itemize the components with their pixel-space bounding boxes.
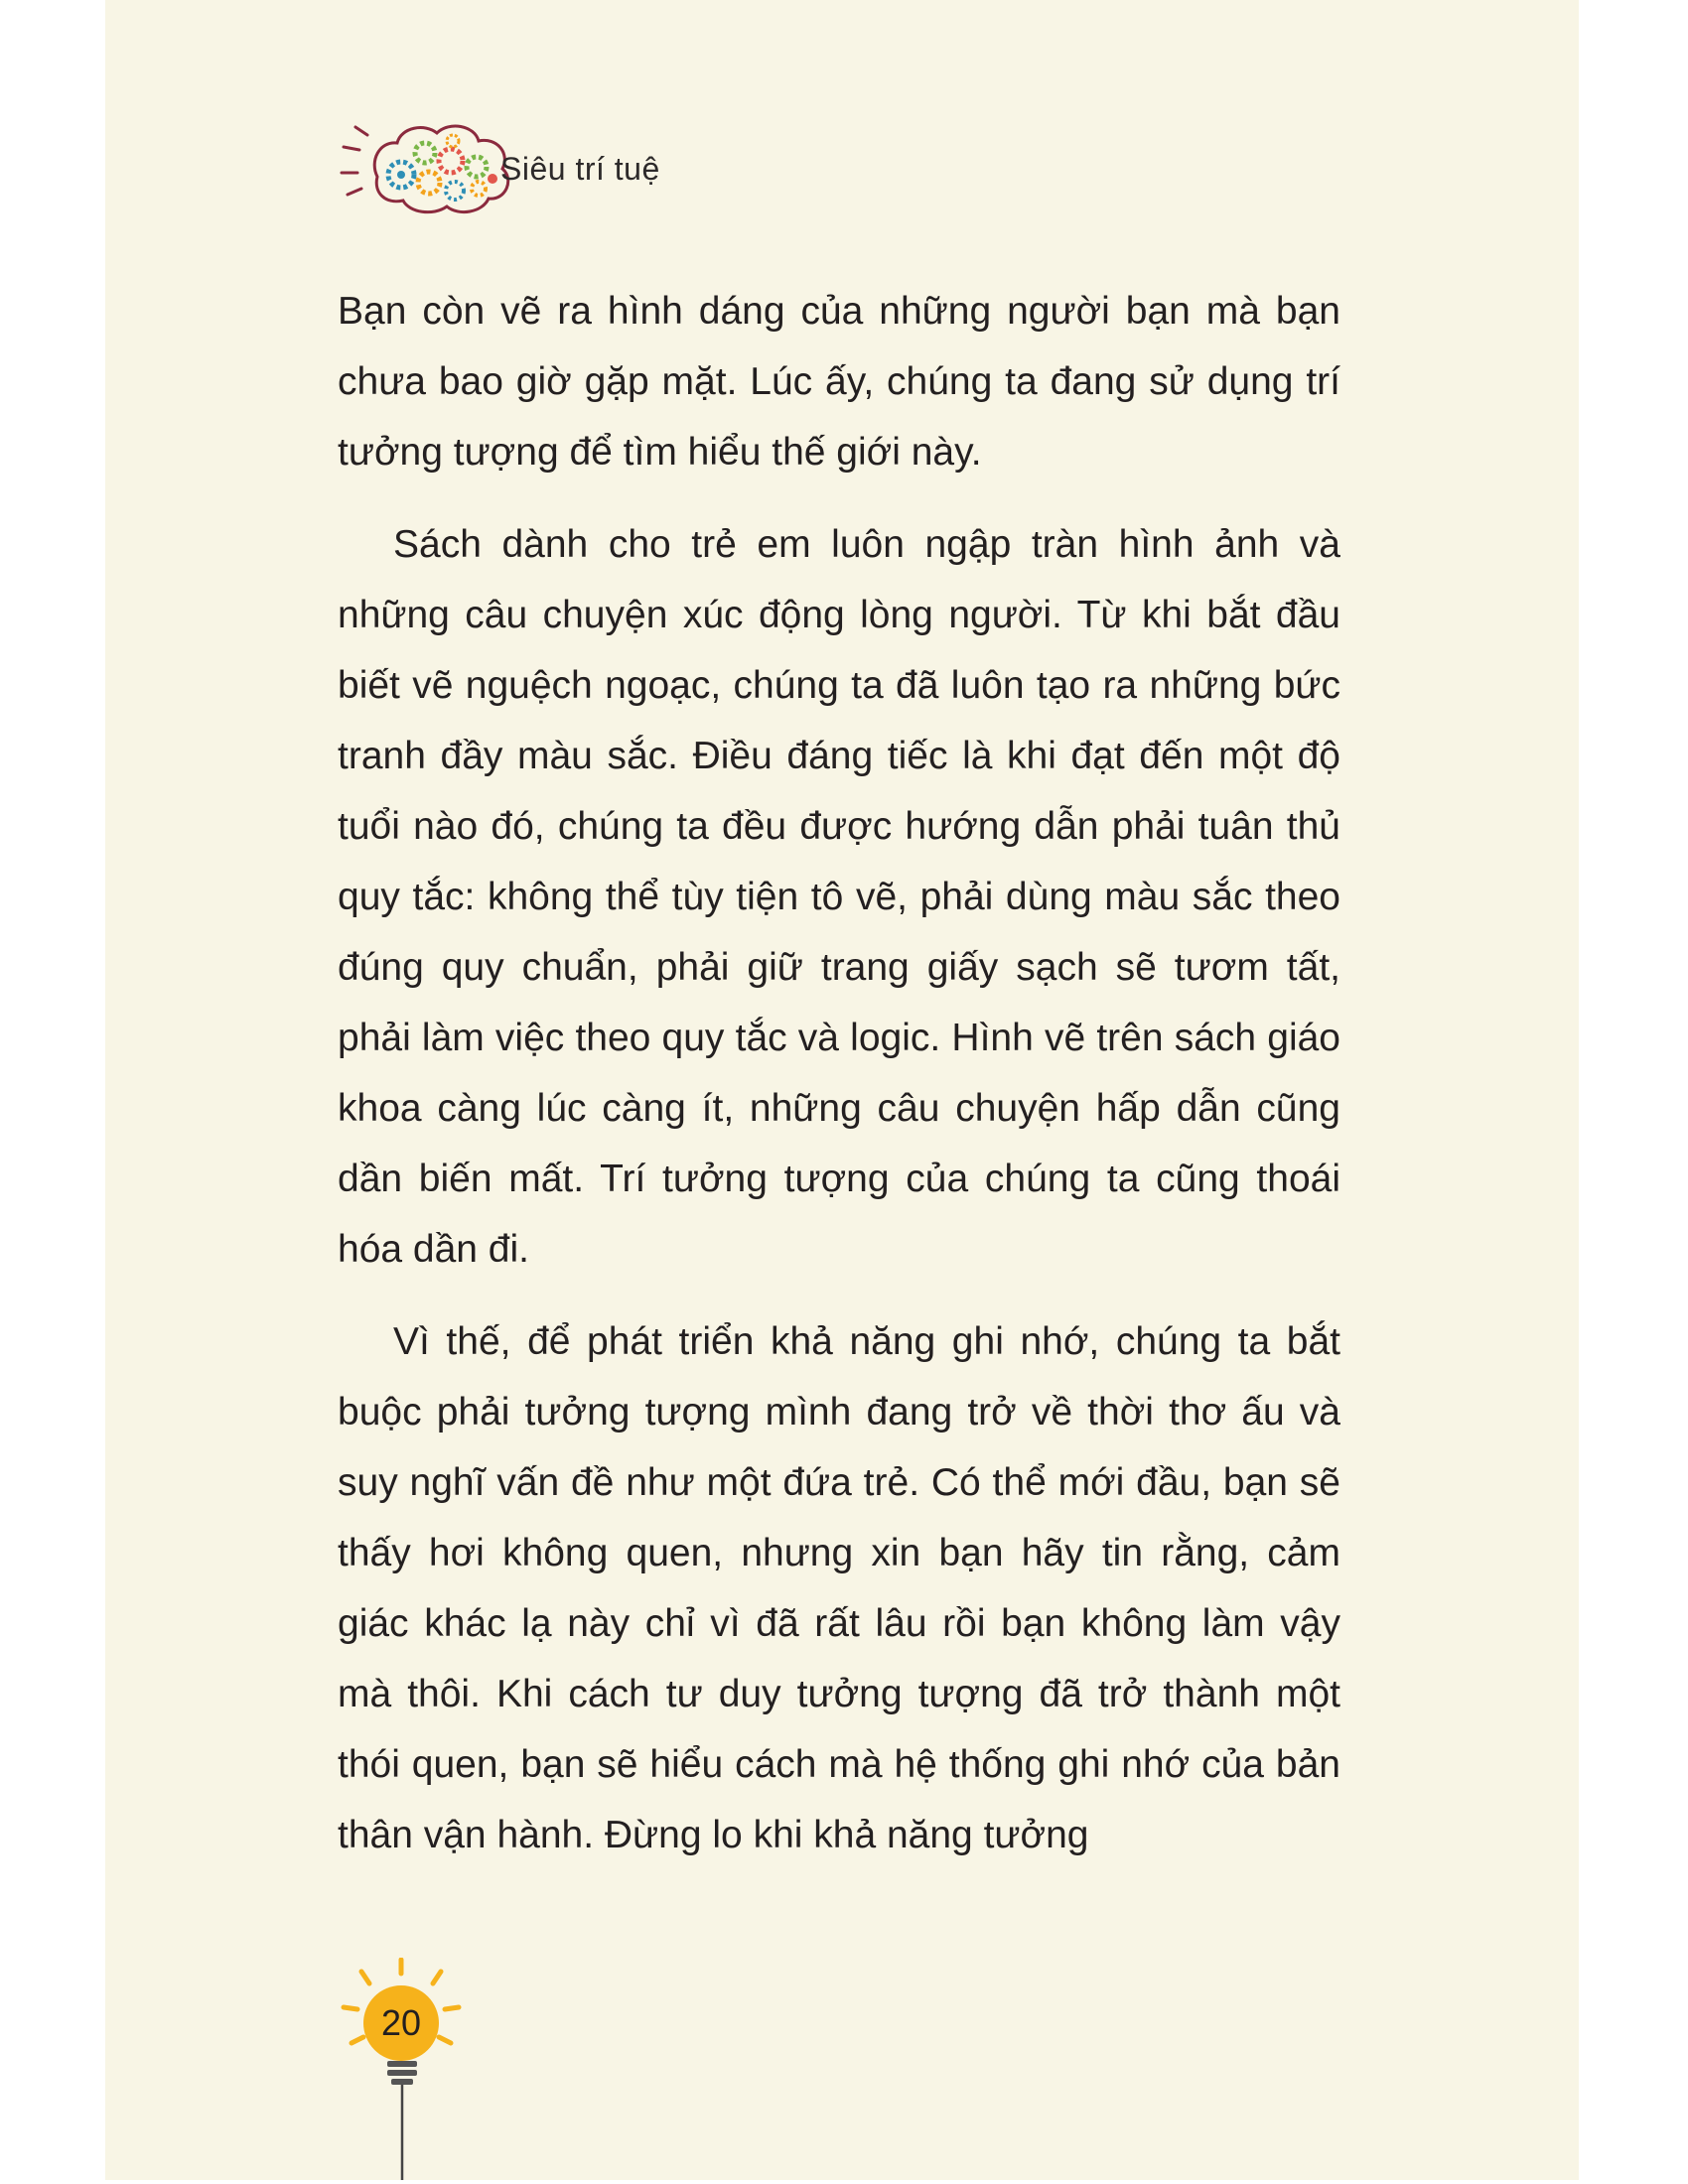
main-text <box>338 276 1340 1892</box>
lightbulb-icon <box>324 1958 483 2180</box>
book-page <box>105 0 1579 2180</box>
running-header-title: Siêu trí tuệ <box>500 151 660 187</box>
paragraph: Vì thế, để phát triển khả năng ghi nhớ, chúng ta bắt buộc phải tưởng tượng mình đang trở về thời thơ ấu và suy nghĩ vấn đề như một đứa trẻ. Có thể mới đầu, bạn sẽ thấy hơi không quen, nhưng xin bạn hãy tin rằng, cảm giác khác lạ này chỉ vì đã rất lâu rồi bạn không làm vậy mà thôi. Khi cách tư duy tưởng tượng đã trở thành một thói quen, bạn sẽ hiểu cách mà hệ thống ghi nhớ của bản thân vận hành. Đừng lo khi khả năng tưởng <box>338 1320 1340 1856</box>
paragraph: Sách dành cho trẻ em luôn ngập tràn hình ảnh và những câu chuyện xúc động lòng người. Từ khi bắt đầu biết vẽ nguệch ngoạc, chúng ta đã luôn tạo ra những bức tranh đầy màu sắc. Điều đáng tiếc là khi đạt đến một độ tuổi nào đó, chúng ta đều được hướng dẫn phải tuân thủ quy tắc: không thể tùy tiện tô vẽ, phải dùng màu sắc theo đúng quy chuẩn, phải giữ trang giấy sạch sẽ tươm tất, phải làm việc theo quy tắc và logic. Hình vẽ trên sách giáo khoa càng lúc càng ít, những câu chuyện hấp dẫn cũng dần biến mất. Trí tưởng tượng của chúng ta cũng thoái hóa dần đi. <box>338 523 1340 1271</box>
page-footer <box>324 1958 483 2180</box>
page-number: 20 <box>380 2002 422 2043</box>
page-header <box>105 0 1579 228</box>
paragraph: Bạn còn vẽ ra hình dáng của những người bạn mà bạn chưa bao giờ gặp mặt. Lúc ấy, chúng ta đang sử dụng trí tưởng tượng để tìm hiểu thế giới này. <box>338 290 1340 474</box>
